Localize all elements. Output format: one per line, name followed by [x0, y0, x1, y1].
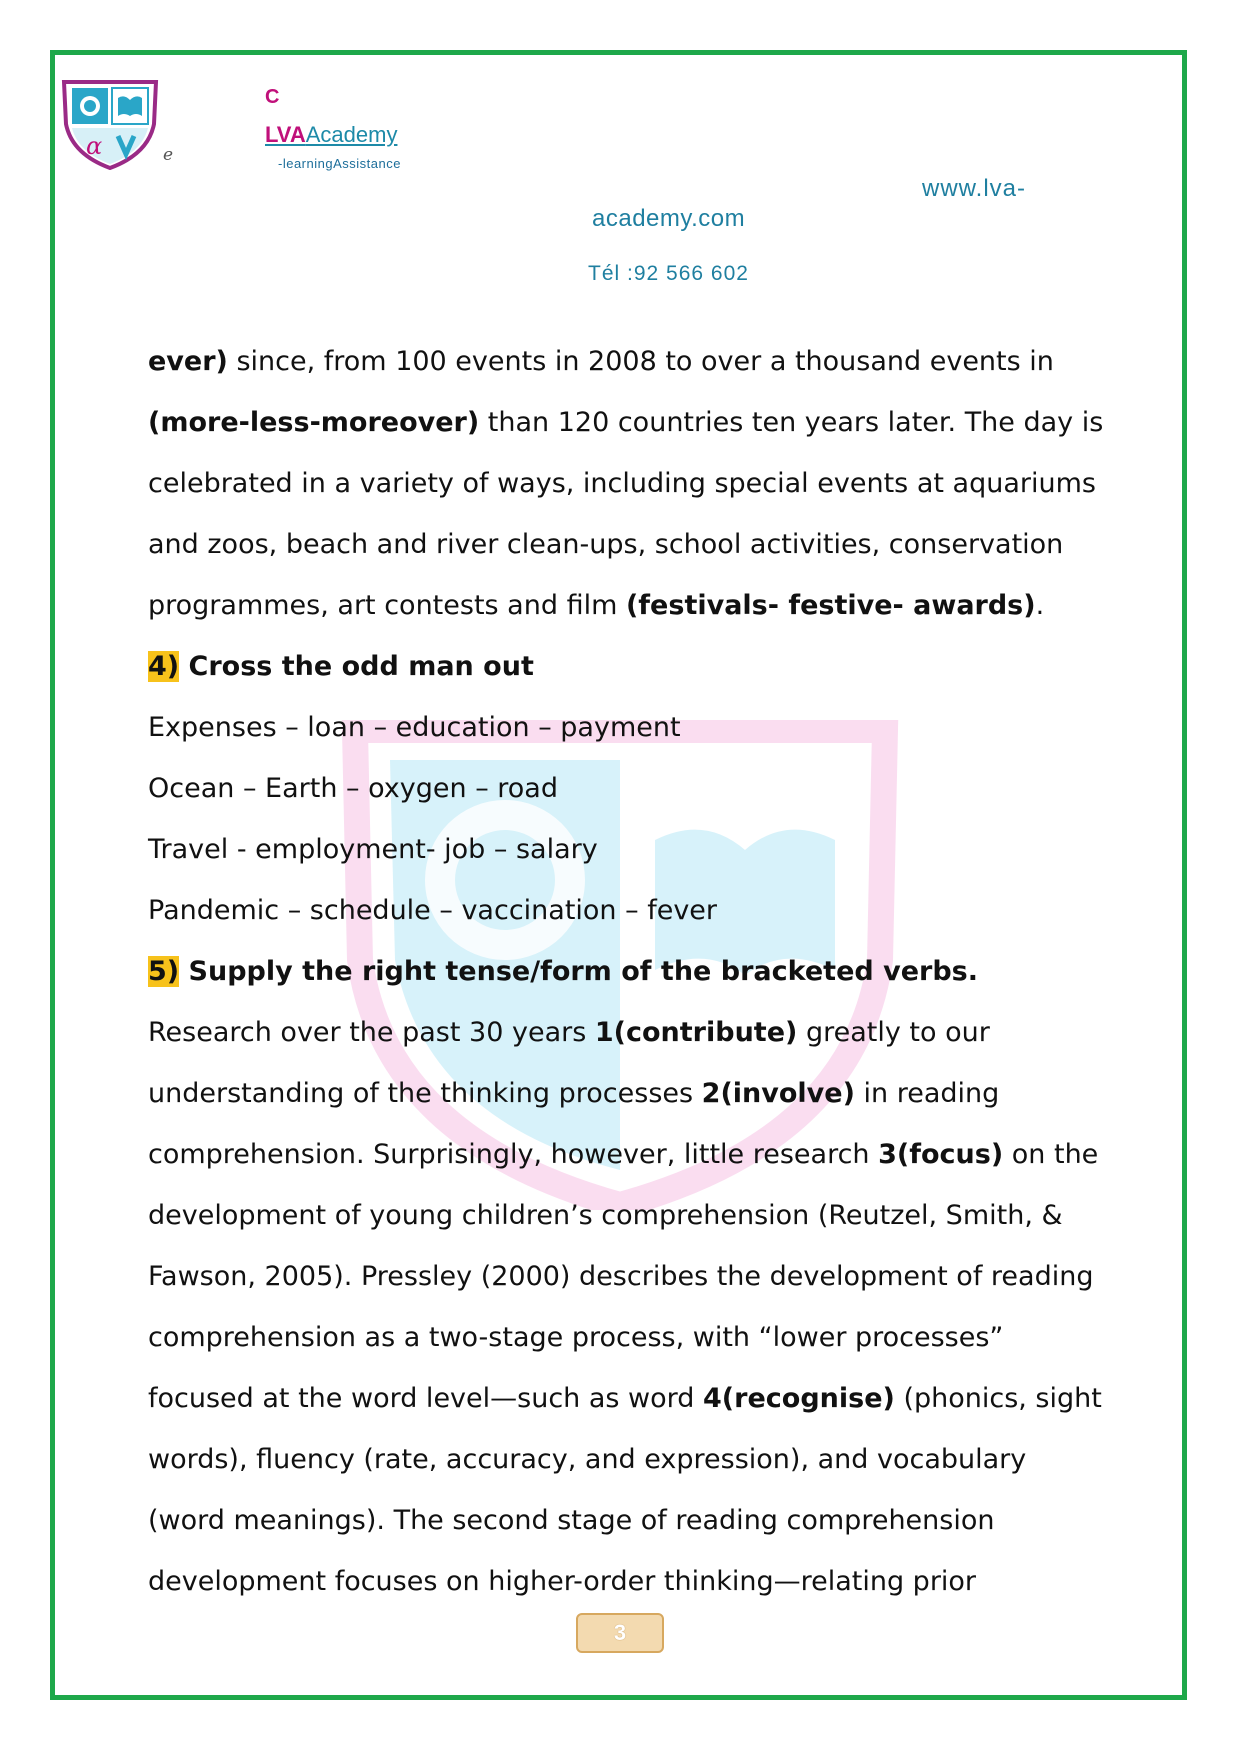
section-title: Supply the right tense/form of the bracketed verbs. [179, 956, 978, 987]
bold-text: (festivals- festive- awards) [625, 590, 1036, 621]
academy-logo-icon [58, 78, 162, 170]
paragraph-line [148, 1374, 1108, 1435]
paragraph-line [148, 1069, 1108, 1130]
list-item: Expenses – loan – education – payment [148, 712, 681, 743]
paragraph-line [148, 1130, 1108, 1191]
phone-number: Tél :92 566 602 [588, 262, 749, 285]
section-number-badge: 5) [148, 956, 180, 987]
body-text: than 120 countries ten years later. The day is [479, 407, 1104, 438]
brand-tagline: -learningAssistance [278, 156, 401, 171]
section-5-heading [148, 947, 1108, 1008]
paragraph-line: and zoos, beach and river clean-ups, school activities, conservation [148, 529, 1064, 560]
section-number-badge: 4) [148, 651, 180, 682]
paragraph-line: words), fluency (rate, accuracy, and expression), and vocabulary [148, 1444, 1027, 1475]
body-text: since, from 100 events in 2008 to over a thousand events in [227, 346, 1054, 377]
paragraph-line [148, 398, 1108, 459]
paragraph-line: (word meanings). The second stage of reading comprehension [148, 1505, 995, 1536]
verb-blank: 4(recognise) [703, 1383, 895, 1414]
paragraph-line: comprehension as a two-stage process, with “lower processes” [148, 1322, 1004, 1353]
body-text: (phonics, sight [894, 1383, 1102, 1414]
body-text: programmes, art contests and film [148, 590, 626, 621]
paragraph-line [148, 1008, 1108, 1069]
body-text: on the [1003, 1139, 1099, 1170]
list-item: Travel - employment- job – salary [148, 834, 598, 865]
svg-text:α: α [86, 132, 103, 160]
page-number: 3 [613, 1620, 627, 1645]
document-body [148, 337, 1108, 1618]
verb-blank: 1(contribute) [594, 1017, 798, 1048]
body-text: in reading [854, 1078, 1000, 1109]
body-text: focused at the word level—such as word [148, 1383, 704, 1414]
brand-lva: LVA [265, 122, 306, 147]
section-title: Cross the odd man out [179, 651, 534, 682]
paragraph-line [148, 337, 1108, 398]
paragraph-line [148, 581, 1108, 642]
body-text: understanding of the thinking processes [148, 1078, 702, 1109]
body-text: Research over the past 30 years [148, 1017, 595, 1048]
website-link-part1[interactable]: www.lva- [922, 175, 1027, 202]
paragraph-line: development focuses on higher-order thinking—relating prior [148, 1566, 977, 1597]
paragraph-line: development of young children’s comprehension (Reutzel, Smith, & [148, 1200, 1063, 1231]
list-item: Ocean – Earth – oxygen – road [148, 773, 558, 804]
body-text: . [1035, 590, 1045, 621]
page-number-badge [576, 1613, 664, 1653]
list-item: Pandemic – schedule – vaccination – fever [148, 895, 718, 926]
bold-text: ever) [148, 346, 228, 377]
brand-initial: C [265, 86, 280, 108]
bold-text: (more-less-moreover) [148, 407, 480, 438]
paragraph-line: Fawson, 2005). Pressley (2000) describes the development of reading [148, 1261, 1094, 1292]
website-link-part2[interactable]: academy.com [592, 205, 746, 232]
section-4-heading [148, 642, 1108, 703]
logo-mark: e [163, 145, 174, 165]
verb-blank: 3(focus) [878, 1139, 1004, 1170]
body-text: comprehension. Surprisingly, however, little research [148, 1139, 879, 1170]
paragraph-line: celebrated in a variety of ways, including special events at aquariums [148, 468, 1096, 499]
body-text: greatly to our [797, 1017, 990, 1048]
brand-name[interactable] [265, 122, 397, 148]
brand-academy: Academy [305, 122, 398, 147]
verb-blank: 2(involve) [701, 1078, 855, 1109]
